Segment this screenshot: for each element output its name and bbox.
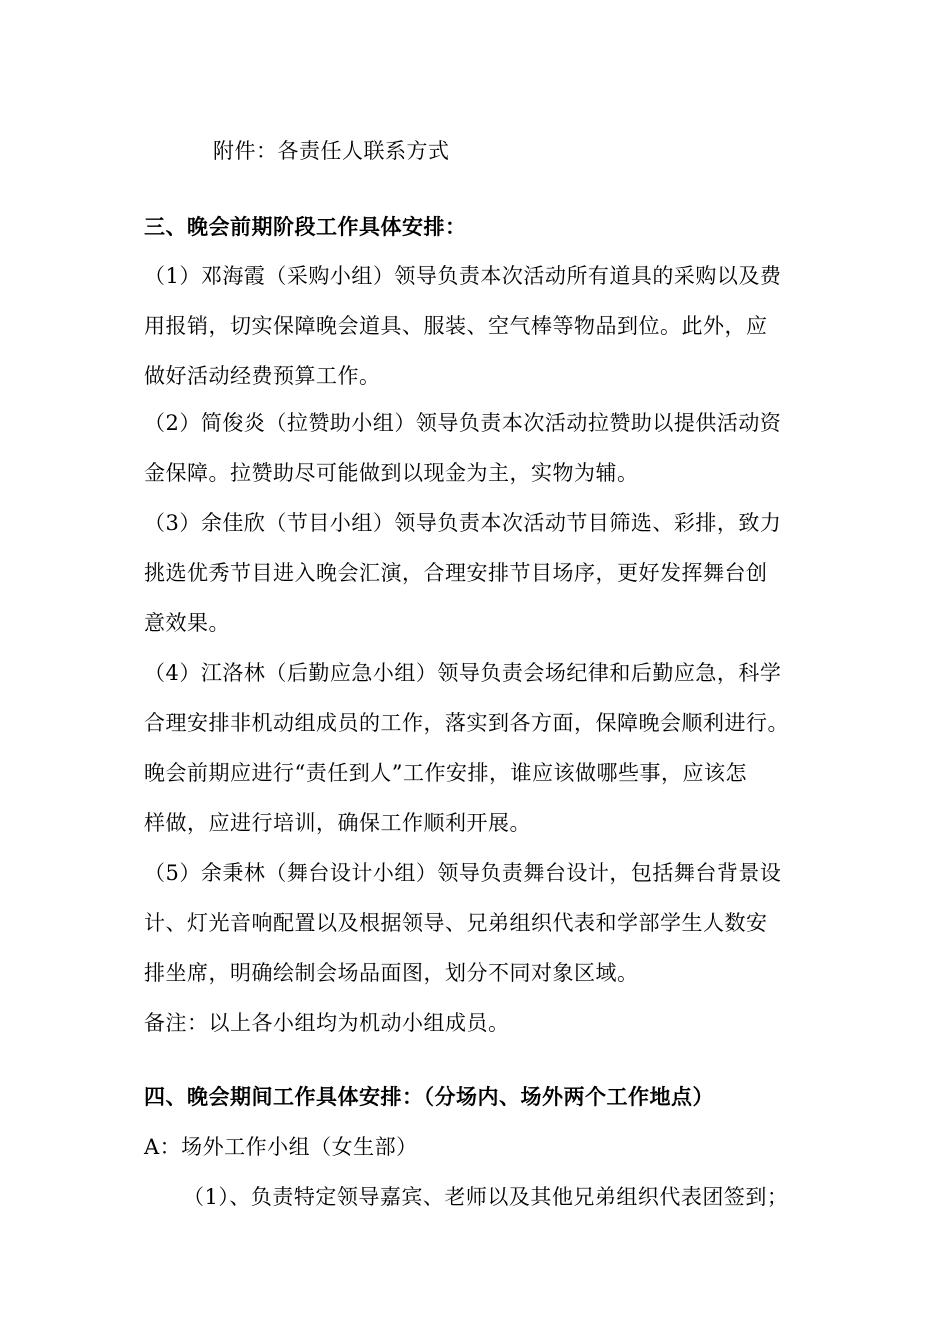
- section-4-subheading: A：场外工作小组（女生部）: [144, 1135, 418, 1159]
- paragraph-line: （1）邓海霞（采购小组）领导负责本次活动所有道具的采购以及费: [144, 264, 782, 288]
- paragraph-line: 挑选优秀节目进入晚会汇演，合理安排节目场序，更好发挥舞台创: [144, 561, 768, 585]
- paragraph-line: 金保障。拉赞助尽可能做到以现金为主，实物为辅。: [144, 461, 639, 485]
- paragraph-line: 晚会前期应进行“责任到人”工作安排，谁应该做哪些事，应该怎: [144, 761, 747, 785]
- paragraph-line: 排坐席，明确绘制会场品面图，划分不同对象区域。: [144, 961, 639, 985]
- attachment-line: 附件：各责任人联系方式: [213, 139, 450, 163]
- paragraph-line: 样做，应进行培训，确保工作顺利开展。: [144, 811, 531, 835]
- section-3-note: 备注：以上各小组均为机动小组成员。: [144, 1011, 510, 1035]
- paragraph-line: （2）简俊炎（拉赞助小组）领导负责本次活动拉赞助以提供活动资: [144, 411, 782, 435]
- section-4-item: （1）、负责特定领导嘉宾、老师以及其他兄弟组织代表团签到；: [183, 1185, 789, 1209]
- paragraph-line: 计、灯光音响配置以及根据领导、兄弟组织代表和学部学生人数安: [144, 911, 768, 935]
- section-3-heading: 三、晚会前期阶段工作具体安排：: [144, 214, 467, 239]
- paragraph-line: 用报销，切实保障晚会道具、服装、空气棒等物品到位。此外，应: [144, 314, 768, 338]
- paragraph-line: （5）余秉林（舞台设计小组）领导负责舞台设计，包括舞台背景设: [144, 861, 782, 885]
- paragraph-line: 意效果。: [144, 611, 230, 635]
- section-4-heading: 四、晚会期间工作具体安排：（分场内、场外两个工作地点）: [144, 1084, 714, 1109]
- paragraph-line: （4）江洛林（后勤应急小组）领导负责会场纪律和后勤应急，科学: [144, 661, 782, 685]
- paragraph-line: （3）余佳欣（节目小组）领导负责本次活动节目筛选、彩排，致力: [144, 511, 782, 535]
- paragraph-line: 合理安排非机动组成员的工作，落实到各方面，保障晚会顺利进行。: [144, 711, 789, 735]
- paragraph-line: 做好活动经费预算工作。: [144, 364, 381, 388]
